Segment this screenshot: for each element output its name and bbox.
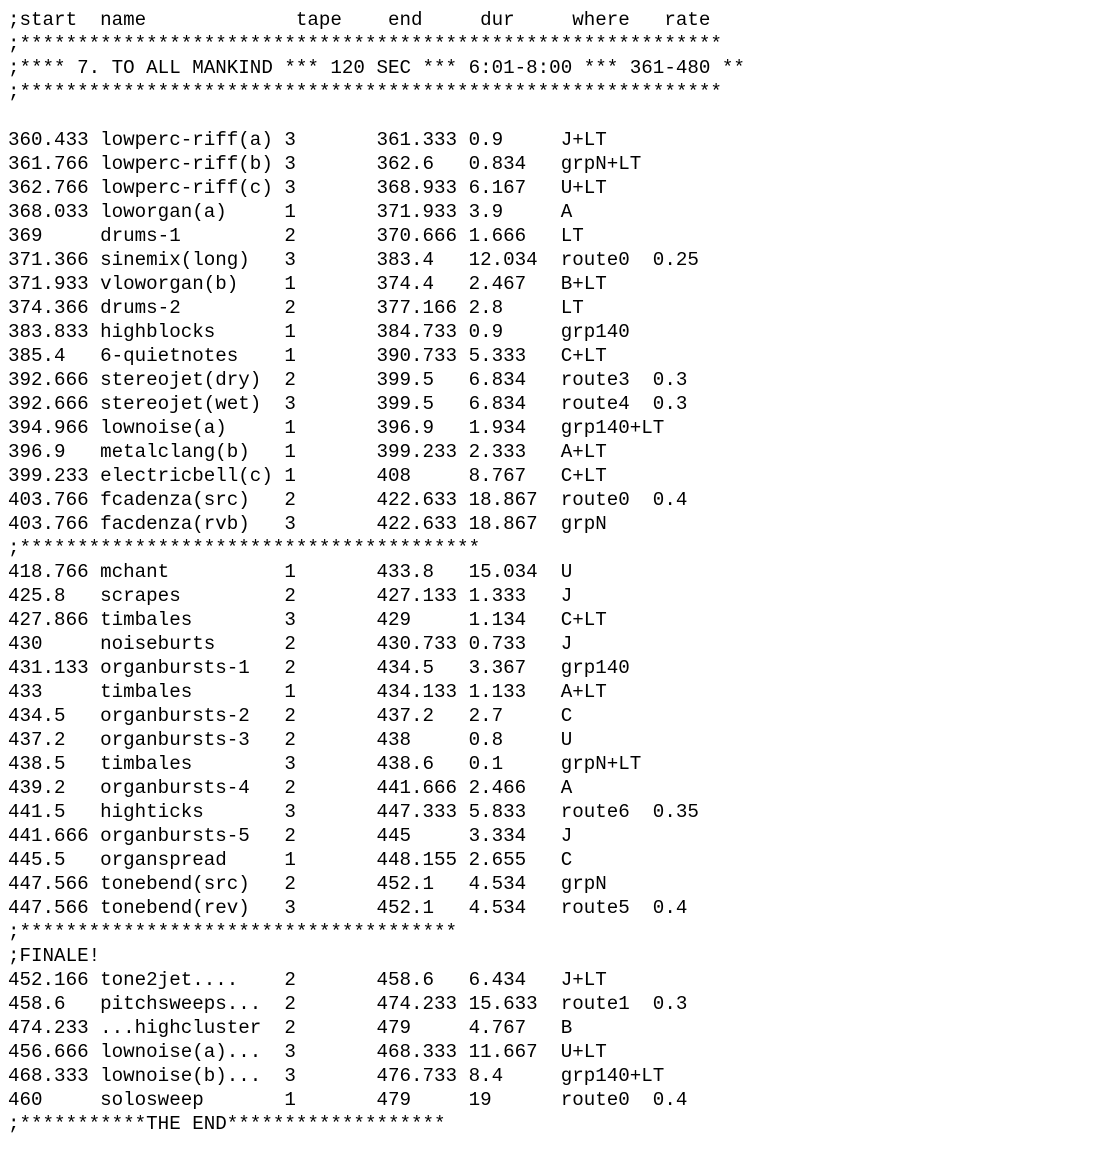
comment-line: ;************************************** [8,921,458,943]
cue-row: 371.933 vloworgan(b) 1 374.4 2.467 B+LT [8,273,607,295]
cue-row: 362.766 lowperc-riff(c) 3 368.933 6.167 U+LT [8,177,607,199]
cue-row: 438.5 timbales 3 438.6 0.1 grpN+LT [8,753,642,775]
cue-row: 456.666 lownoise(a)... 3 468.333 11.667 U+LT [8,1041,607,1063]
comment-line: ;FINALE! [8,945,101,967]
cue-row: 403.766 fcadenza(src) 2 422.633 18.867 route0 0.4 [8,489,688,511]
cue-row: 368.033 loworgan(a) 1 371.933 3.9 A [8,201,573,223]
score-listing [8,8,745,1136]
cue-row: 396.9 metalclang(b) 1 399.233 2.333 A+LT [8,441,607,463]
cue-row: 383.833 highblocks 1 384.733 0.9 grp140 [8,321,630,343]
comment-line: ;************************************************************* [8,33,722,55]
comment-line: ;************************************************************* [8,81,722,103]
cue-row: 447.566 tonebend(src) 2 452.1 4.534 grpN [8,873,607,895]
cue-row: 430 noiseburts 2 430.733 0.733 J [8,633,573,655]
cue-row: 468.333 lownoise(b)... 3 476.733 8.4 grp140+LT [8,1065,665,1087]
cue-row: 434.5 organbursts-2 2 437.2 2.7 C [8,705,573,727]
comment-line: ;**** 7. TO ALL MANKIND *** 120 SEC *** 6:01-8:00 *** 361-480 ** [8,57,745,79]
cue-row: 437.2 organbursts-3 2 438 0.8 U [8,729,573,751]
comment-line: ;**************************************** [8,537,481,559]
cue-row: 371.366 sinemix(long) 3 383.4 12.034 route0 0.25 [8,249,699,271]
cue-row: 403.766 facdenza(rvb) 3 422.633 18.867 grpN [8,513,607,535]
cue-row: 392.666 stereojet(dry) 2 399.5 6.834 route3 0.3 [8,369,688,391]
cue-row: 474.233 ...highcluster 2 479 4.767 B [8,1017,573,1039]
cue-row: 427.866 timbales 3 429 1.134 C+LT [8,609,607,631]
cue-row: 418.766 mchant 1 433.8 15.034 U [8,561,573,583]
cue-row: 441.5 highticks 3 447.333 5.833 route6 0.35 [8,801,699,823]
cue-row: 394.966 lownoise(a) 1 396.9 1.934 grp140+LT [8,417,665,439]
cue-row: 441.666 organbursts-5 2 445 3.334 J [8,825,573,847]
cue-row: 439.2 organbursts-4 2 441.666 2.466 A [8,777,573,799]
comment-line: ;***********THE END******************* [8,1113,446,1135]
cue-row: 360.433 lowperc-riff(a) 3 361.333 0.9 J+LT [8,129,607,151]
cue-row: 399.233 electricbell(c) 1 408 8.767 C+LT [8,465,607,487]
cue-row: 392.666 stereojet(wet) 3 399.5 6.834 route4 0.3 [8,393,688,415]
cue-row: 374.366 drums-2 2 377.166 2.8 LT [8,297,584,319]
cue-row: 385.4 6-quietnotes 1 390.733 5.333 C+LT [8,345,607,367]
blank-line [8,104,745,128]
cue-row: 460 solosweep 1 479 19 route0 0.4 [8,1089,688,1111]
cue-row: 445.5 organspread 1 448.155 2.655 C [8,849,573,871]
cue-row: 452.166 tone2jet.... 2 458.6 6.434 J+LT [8,969,607,991]
cue-row: 361.766 lowperc-riff(b) 3 362.6 0.834 grpN+LT [8,153,642,175]
cue-row: 458.6 pitchsweeps... 2 474.233 15.633 route1 0.3 [8,993,688,1015]
cue-row: 431.133 organbursts-1 2 434.5 3.367 grp140 [8,657,630,679]
cue-row: 433 timbales 1 434.133 1.133 A+LT [8,681,607,703]
column-header-line: ;start name tape end dur where rate [8,9,711,31]
cue-row: 447.566 tonebend(rev) 3 452.1 4.534 route5 0.4 [8,897,688,919]
cue-row: 369 drums-1 2 370.666 1.666 LT [8,225,584,247]
cue-row: 425.8 scrapes 2 427.133 1.333 J [8,585,573,607]
